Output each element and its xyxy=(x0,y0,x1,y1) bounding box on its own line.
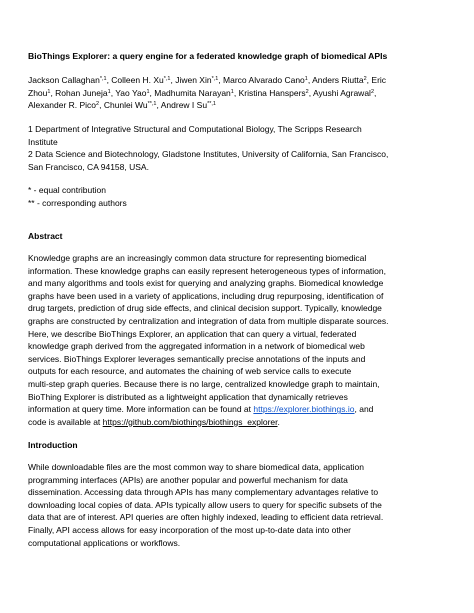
abstract-line: drug targets, prediction of drug side effects, and clinical decision support. Typically, knowledge xyxy=(28,303,382,314)
affiliation-marker: **,1 xyxy=(147,101,157,108)
affiliation-marker: 2 xyxy=(370,88,374,95)
author-name-text: , Marco Alvarado Cano xyxy=(218,75,305,85)
author-name-text: , Anders Riutta xyxy=(307,75,364,85)
affiliations xyxy=(28,123,448,173)
affiliation-marker: 2 xyxy=(305,88,309,95)
abstract-line: multi-step graph queries. Because there is no large, centralized knowledge graph to maintain, xyxy=(28,378,380,389)
introduction-line: dissemination. Accessing data through APIs has many complementary advantages relative to xyxy=(28,487,379,498)
abstract-line: and many algorithms and tools exist for querying and analyzing graphs. Biomedical knowledge xyxy=(28,278,384,289)
introduction-heading: Introduction xyxy=(28,440,78,450)
abstract-line xyxy=(28,403,448,416)
author-name-text: Jackson Callaghan xyxy=(28,75,100,85)
author-name-text: , Ayushi Agrawal xyxy=(308,87,371,98)
affiliation-marker: **,1 xyxy=(207,101,216,108)
introduction-line: computational applications or workflows. xyxy=(28,537,181,548)
author-name-text: , Colleen H. Xu xyxy=(106,75,164,85)
github-repo-link[interactable]: https://github.com/biothings/biothings_explorer xyxy=(102,416,278,427)
affiliation-line: Institute xyxy=(28,136,58,147)
author-name-text: , Chunlei Wu xyxy=(99,100,148,111)
affiliation-marker: *,1 xyxy=(211,76,219,82)
affiliation-line: San Francisco, CA 94158, USA. xyxy=(28,161,149,172)
affiliation-marker: 1 xyxy=(230,88,234,95)
affiliation-marker: 2 xyxy=(363,76,367,82)
abstract-line: information. These knowledge graphs can easily represent heterogeneous types of information, xyxy=(28,265,387,276)
author-name-text: , Kristina Hanspers xyxy=(233,87,306,98)
note-line: * - equal contribution xyxy=(28,185,106,195)
author-line xyxy=(28,87,448,100)
contribution-notes xyxy=(28,184,448,209)
abstract-line xyxy=(28,416,448,429)
abstract-text: , and xyxy=(354,404,374,415)
author-name-text: , Rohan Juneja xyxy=(50,87,108,98)
author-name-text: Alexander R. Pico xyxy=(28,100,97,111)
abstract-text: code is available at xyxy=(28,416,103,427)
abstract-text: information at query time. More information can be found at xyxy=(28,404,254,415)
abstract-body xyxy=(28,252,448,428)
author-name-text: , Eric xyxy=(366,75,387,85)
affiliation-line: 1 Department of Integrative Structural and Computational Biology, The Scripps Research xyxy=(28,124,362,134)
note-line: ** - corresponding authors xyxy=(28,197,127,208)
affiliation-marker: 2 xyxy=(96,101,100,108)
author-name-text: , xyxy=(374,87,377,98)
introduction-body xyxy=(28,461,448,549)
introduction-line: Finally, API access allows for easy incorporation of the most up-to-date data into other xyxy=(28,524,352,535)
author-name-text: , Andrew I Su xyxy=(156,100,208,111)
abstract-line: Here, we describe BioThings Explorer, an application that can query a virtual, federated xyxy=(28,328,357,339)
author-name-text: Zhou xyxy=(28,87,48,98)
affiliation-marker: 1 xyxy=(47,88,51,95)
author-name-text: , Yao Yao xyxy=(110,87,147,98)
author-name-text: , Jiwen Xin xyxy=(170,75,212,85)
abstract-line: BioThing Explorer is distributed as a lightweight application that dynamically retrieves xyxy=(28,391,348,402)
author-list xyxy=(28,74,448,112)
affiliation-marker: 1 xyxy=(107,88,111,95)
abstract-line: Knowledge graphs are an increasingly common data structure for representing biomedical xyxy=(28,253,367,263)
abstract-line: services. BioThings Explorer leverages semantically precise annotations of the inputs and xyxy=(28,353,366,364)
abstract-line: outputs for each resource, and automates the chaining of web service calls to execute xyxy=(28,366,352,377)
affiliation-marker: 1 xyxy=(146,88,150,95)
author-line xyxy=(28,74,448,87)
introduction-line: data that are of interest. API queries are often highly indexed, leading to efficient data retrieval. xyxy=(28,512,384,523)
abstract-text: . xyxy=(277,416,280,427)
introduction-line: downloading local copies of data. APIs typically allow users to query for specific subsets of the xyxy=(28,499,382,510)
affiliation-marker: 1 xyxy=(304,76,308,82)
abstract-heading: Abstract xyxy=(28,231,63,241)
abstract-line: knowledge graph derived from the aggregated information in a network of biomedical web xyxy=(28,341,365,352)
affiliation-marker: *,1 xyxy=(163,76,171,82)
author-name-text: , Madhumita Narayan xyxy=(149,87,231,98)
affiliation-marker: *,1 xyxy=(99,76,107,82)
paper-title: BioThings Explorer: a query engine for a federated knowledge graph of biomedical APIs xyxy=(28,51,388,61)
explorer-website-link[interactable]: https://explorer.biothings.io xyxy=(253,404,355,415)
abstract-line: graphs are constructed by centralization and integration of data from multiple disparate sources. xyxy=(28,315,389,326)
introduction-line: programming interfaces (APIs) are another popular and powerful mechanism for data xyxy=(28,474,348,485)
affiliation-line: 2 Data Science and Biotechnology, Gladstone Institutes, University of California, San Francisco, xyxy=(28,149,389,160)
abstract-line: graphs have been used in a variety of applications, including drug repurposing, identification of xyxy=(28,290,384,301)
author-line xyxy=(28,99,448,112)
introduction-line: While downloadable files are the most common way to share biomedical data, application xyxy=(28,462,364,472)
